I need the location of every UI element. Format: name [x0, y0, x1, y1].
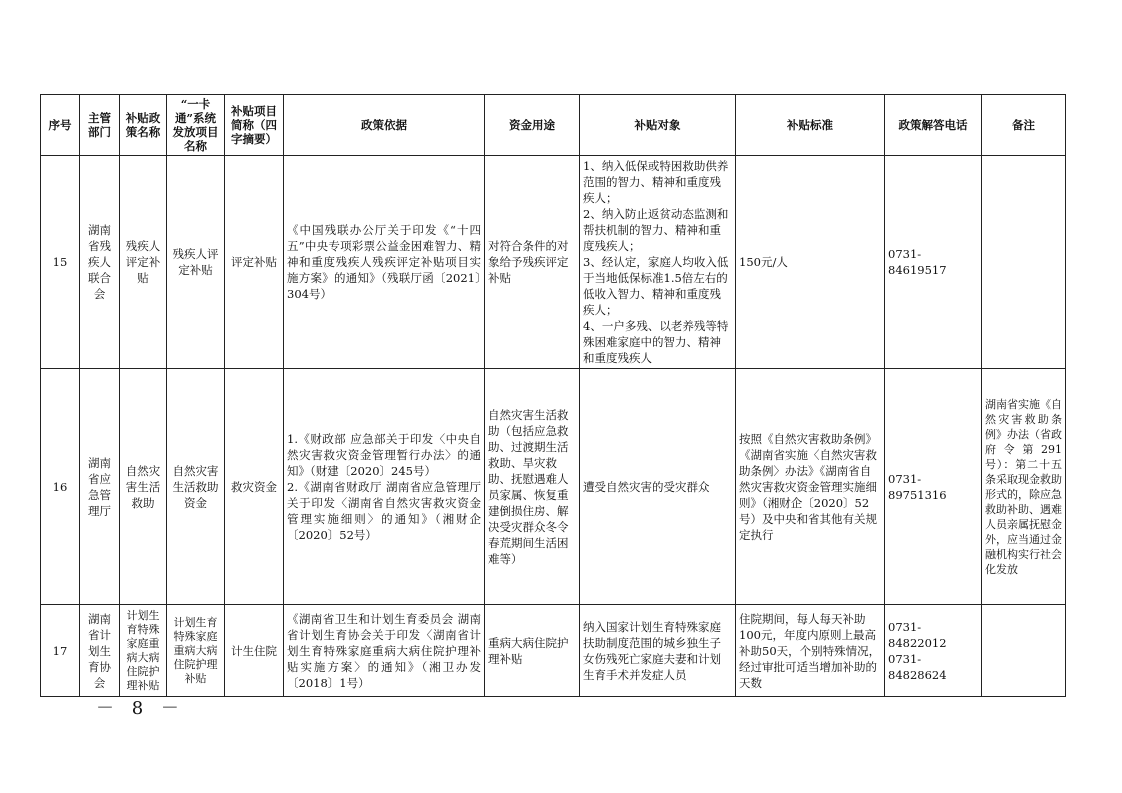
header-item-name: “一卡通”系统发放项目名称: [167, 95, 225, 156]
page-number: － 8 －: [96, 698, 185, 719]
table-row: [41, 156, 1066, 369]
cell-remark: 湖南省实施《自然灾害救助条例》办法（省政府令第291号）：第二十五条采取现金救助形式的，除应急救助补助、遇难人员亲属抚慰金外，应当通过金融机构实行社会化发放: [982, 369, 1066, 605]
header-use: 资金用途: [485, 95, 580, 156]
cell-no: 17: [41, 605, 80, 697]
header-row: [41, 95, 1066, 156]
cell-standard: 150元/人: [736, 156, 885, 369]
header-short: 补贴项目简称（四字摘要）: [225, 95, 284, 156]
cell-policy-name: 自然灾害生活救助: [120, 369, 167, 605]
table-row: [41, 605, 1066, 697]
cell-phone: 0731-89751316: [885, 369, 982, 605]
cell-basis: 《中国残联办公厅关于印发《“十四五”中央专项彩票公益金困难智力、精神和重度残疾人残疾评定补贴项目实施方案》的通知》（残联厅函〔2021〕304号）: [284, 156, 485, 369]
cell-item-name: 自然灾害生活救助资金: [167, 369, 225, 605]
cell-standard: 按照《自然灾害救助条例》《湖南省实施〈自然灾害救助条例〉办法》《湖南省自然灾害救灾资金管理实施细则》（湘财企〔2020〕52号）及中央和省其他有关规定执行: [736, 369, 885, 605]
cell-no: 15: [41, 156, 80, 369]
cell-target: 纳入国家计划生育特殊家庭扶助制度范围的城乡独生子女伤残死亡家庭夫妻和计划生育手术并发症人员: [580, 605, 736, 697]
cell-phone: 0731-84822012 0731-84828624: [885, 605, 982, 697]
cell-remark: [982, 156, 1066, 369]
cell-basis: 1.《财政部 应急部关于印发〈中央自然灾害救灾资金管理暂行办法〉的通知》（财建〔2020〕245号） 2.《湖南省财政厅 湖南省应急管理厅关于印发〈湖南省自然灾害救灾资金管理实施细则〉的通知》（湘财企〔2020〕52号）: [284, 369, 485, 605]
cell-no: 16: [41, 369, 80, 605]
cell-dept: 湖南省残疾人联合会: [80, 156, 120, 369]
cell-short: 评定补贴: [225, 156, 284, 369]
cell-dept: 湖南省计划生育协会: [80, 605, 120, 697]
cell-use: 自然灾害生活救助（包括应急救助、过渡期生活救助、旱灾救助、抚慰遇难人员家属、恢复重建倒损住房、解决受灾群众冬令春荒期间生活困难等）: [485, 369, 580, 605]
header-basis: 政策依据: [284, 95, 485, 156]
cell-policy-name: 残疾人评定补贴: [120, 156, 167, 369]
cell-short: 计生住院: [225, 605, 284, 697]
cell-dept: 湖南省应急管理厅: [80, 369, 120, 605]
cell-target: 遭受自然灾害的受灾群众: [580, 369, 736, 605]
cell-item-name: 残疾人评定补贴: [167, 156, 225, 369]
table-row: [41, 369, 1066, 605]
header-dept: 主管部门: [80, 95, 120, 156]
header-standard: 补贴标准: [736, 95, 885, 156]
header-target: 补贴对象: [580, 95, 736, 156]
cell-phone: 0731-84619517: [885, 156, 982, 369]
cell-short: 救灾资金: [225, 369, 284, 605]
cell-use: 对符合条件的对象给予残疾评定补贴: [485, 156, 580, 369]
cell-target: 1、纳入低保或特困救助供养范围的智力、精神和重度残疾人； 2、纳入防止返贫动态监测和帮扶机制的智力、精神和重度残疾人； 3、经认定，家庭人均收入低于当地低保标准1.5倍左右的低收入智力、精神和重度残疾人； 4、一户多残、以老养残等特殊困难家庭中的智力、精神和重度残疾人: [580, 156, 736, 369]
header-policy-name: 补贴政策名称: [120, 95, 167, 156]
cell-basis: 《湖南省卫生和计划生育委员会 湖南省计划生育协会关于印发〈湖南省计划生育特殊家庭重病大病住院护理补贴实施方案〉的通知》（湘卫办发〔2018〕1号）: [284, 605, 485, 697]
header-no: 序号: [41, 95, 80, 156]
cell-standard: 住院期间，每人每天补助100元，年度内原则上最高补助50天，个别特殊情况，经过审批可适当增加补助的天数: [736, 605, 885, 697]
cell-use: 重病大病住院护理补贴: [485, 605, 580, 697]
header-phone: 政策解答电话: [885, 95, 982, 156]
cell-item-name: 计划生育特殊家庭重病大病住院护理补贴: [167, 605, 225, 697]
header-remark: 备注: [982, 95, 1066, 156]
cell-policy-name: 计划生育特殊家庭重病大病住院护理补贴: [120, 605, 167, 697]
cell-remark: [982, 605, 1066, 697]
subsidy-table: [40, 94, 1066, 697]
